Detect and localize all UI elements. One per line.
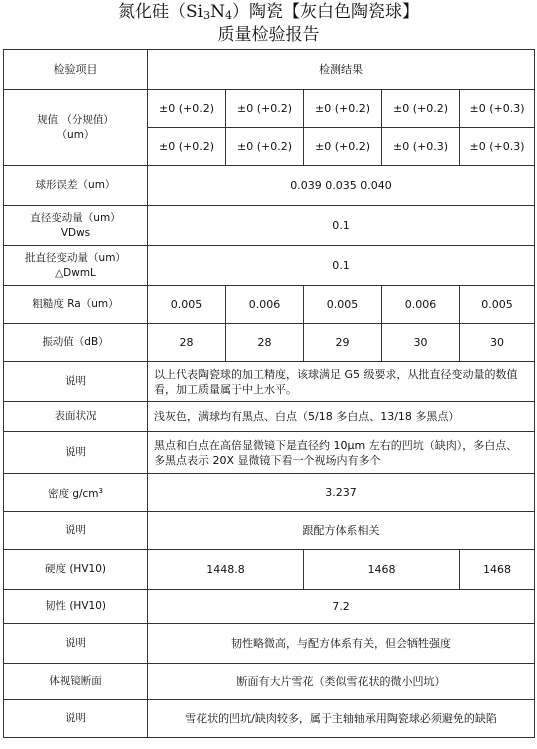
note2-text: 黑点和白点在高倍显微镜下是直径约 10μm 左右的凹坑（缺肉），多白点、多黑点表示 20X 显微镜下看一个视场内有多个 bbox=[148, 432, 535, 474]
note2-row bbox=[4, 432, 535, 474]
note4-row bbox=[4, 624, 535, 664]
note4-text: 韧性略微高，与配方体系有关，但会牺牲强度 bbox=[148, 624, 535, 664]
sphericity-label: 球形误差（um） bbox=[4, 166, 148, 206]
inspection-table bbox=[3, 49, 535, 738]
roughness-cell: 0.006 bbox=[382, 286, 460, 324]
hardness-label: 硬度 (HV10) bbox=[4, 550, 148, 590]
vibration-cell: 30 bbox=[460, 324, 535, 362]
report-title-line2: 质量检验报告 bbox=[217, 25, 320, 45]
sphericity-value: 0.039 0.035 0.040 bbox=[148, 166, 535, 206]
vibration-cell: 28 bbox=[226, 324, 304, 362]
roughness-label: 粗糙度 Ra（um） bbox=[4, 286, 148, 324]
note4-label: 说明 bbox=[4, 624, 148, 664]
hardness-cell: 1448.8 bbox=[148, 550, 304, 590]
roughness-cell: 0.005 bbox=[460, 286, 535, 324]
vdml-value: 0.1 bbox=[148, 246, 535, 286]
toughness-label: 韧性 (HV10) bbox=[4, 590, 148, 624]
surface-row bbox=[4, 402, 535, 432]
size-cell: ±0 (+0.3) bbox=[460, 128, 535, 166]
report-title-line1: 氮化硅$(Si_3N_4)$陶瓷【灰白色陶瓷球】 bbox=[118, 2, 419, 22]
size-cell: ±0 (+0.2) bbox=[226, 128, 304, 166]
toughness-value: 7.2 bbox=[148, 590, 535, 624]
roughness-cell: 0.006 bbox=[226, 286, 304, 324]
size-label: 规值 （分规值） （um） bbox=[4, 90, 148, 166]
hardness-cell: 1468 bbox=[460, 550, 535, 590]
note3-row bbox=[4, 512, 535, 550]
vdml-row bbox=[4, 246, 535, 286]
toughness-row bbox=[4, 590, 535, 624]
fracture-label: 体视镜断面 bbox=[4, 664, 148, 700]
size-cell: ±0 (+0.2) bbox=[304, 90, 382, 128]
hardness-row bbox=[4, 550, 535, 590]
size-cell: ±0 (+0.3) bbox=[460, 90, 535, 128]
surface-label: 表面状况 bbox=[4, 402, 148, 432]
note5-label: 说明 bbox=[4, 700, 148, 738]
vdws-row bbox=[4, 206, 535, 246]
vibration-row bbox=[4, 324, 535, 362]
note3-label: 说明 bbox=[4, 512, 148, 550]
vdws-value: 0.1 bbox=[148, 206, 535, 246]
note2-label: 说明 bbox=[4, 432, 148, 474]
density-row bbox=[4, 474, 535, 512]
vibration-cell: 29 bbox=[304, 324, 382, 362]
size-cell: ±0 (+0.2) bbox=[304, 128, 382, 166]
fracture-row bbox=[4, 664, 535, 700]
density-label: 密度 $g/cm^3$ bbox=[4, 474, 148, 512]
vdws-label: 直径变动量（um） VDws bbox=[4, 206, 148, 246]
hardness-cell: 1468 bbox=[304, 550, 460, 590]
density-value: 3.237 bbox=[148, 474, 535, 512]
surface-text: 浅灰色，满球均有黑点、白点（5/18 多白点、13/18 多黑点） bbox=[148, 402, 535, 432]
note1-label: 说明 bbox=[4, 362, 148, 402]
size-cell: ±0 (+0.2) bbox=[382, 90, 460, 128]
note3-text: 跟配方体系相关 bbox=[148, 512, 535, 550]
vibration-label: 振动值（dB） bbox=[4, 324, 148, 362]
roughness-row bbox=[4, 286, 535, 324]
size-cell: ±0 (+0.2) bbox=[148, 128, 226, 166]
size-row-1 bbox=[4, 90, 535, 128]
note5-text: 雪花状的凹坑/缺肉较多，属于主轴轴承用陶瓷球必须避免的缺陷 bbox=[148, 700, 535, 738]
vibration-cell: 28 bbox=[148, 324, 226, 362]
header-row bbox=[4, 50, 535, 90]
note1-text: 以上代表陶瓷球的加工精度，该球满足 G5 级要求，从批直径变动量的数值看，加工质量属于中上水平。 bbox=[148, 362, 535, 402]
note5-row bbox=[4, 700, 535, 738]
header-item: 检验项目 bbox=[4, 50, 148, 90]
vibration-cell: 30 bbox=[382, 324, 460, 362]
sphericity-row bbox=[4, 166, 535, 206]
roughness-cell: 0.005 bbox=[304, 286, 382, 324]
size-cell: ±0 (+0.2) bbox=[226, 90, 304, 128]
vdml-label: 批直径变动量（um） △DwmL bbox=[4, 246, 148, 286]
note1-row bbox=[4, 362, 535, 402]
header-result: 检测结果 bbox=[148, 50, 535, 90]
size-cell: ±0 (+0.3) bbox=[382, 128, 460, 166]
fracture-text: 断面有大片雪花（类似雪花状的微小凹坑） bbox=[148, 664, 535, 700]
size-cell: ±0 (+0.2) bbox=[148, 90, 226, 128]
roughness-cell: 0.005 bbox=[148, 286, 226, 324]
